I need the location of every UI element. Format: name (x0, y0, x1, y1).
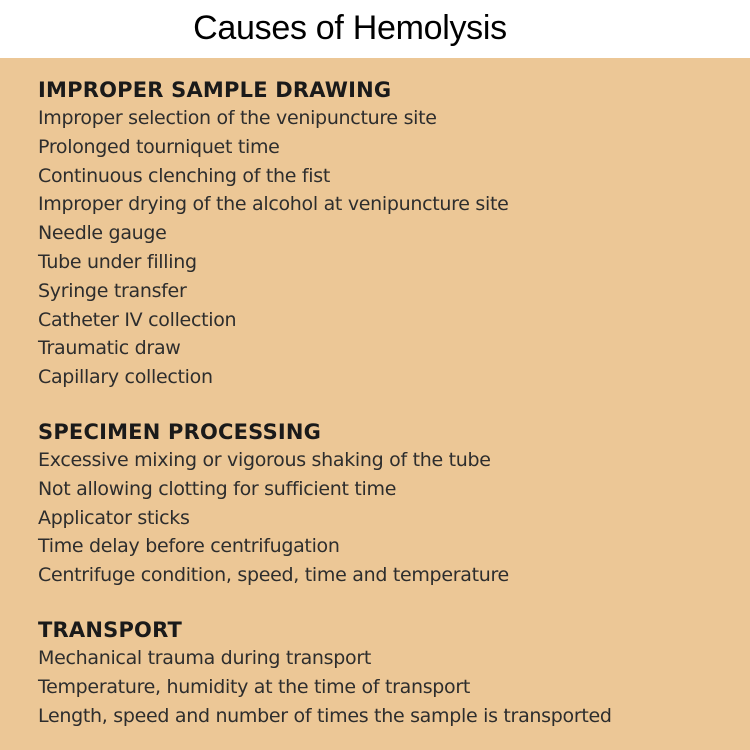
section-specimen-processing (38, 418, 738, 590)
section-heading: TRANSPORT (38, 617, 183, 642)
section-improper-sample-drawing (38, 76, 738, 392)
list-item: Mechanical trauma during transport (38, 646, 372, 669)
list-item: Catheter IV collection (38, 308, 237, 331)
section-heading: IMPROPER SAMPLE DRAWING (38, 78, 392, 102)
list-item: Tube under filling (38, 250, 197, 273)
list-item: Prolonged tourniquet time (38, 135, 280, 158)
cause-list (38, 104, 738, 392)
section-transport (38, 616, 738, 730)
cause-list (38, 644, 738, 730)
list-item: Centrifuge condition, speed, time and temperature (38, 564, 509, 587)
page-title: Causes of Hemolysis (193, 9, 507, 47)
list-item: Syringe transfer (38, 279, 187, 302)
title-band (0, 0, 750, 58)
list-item: Applicator sticks (38, 506, 190, 529)
section-heading: SPECIMEN PROCESSING (38, 419, 322, 444)
list-item: Improper drying of the alcohol at venipuncture site (38, 193, 509, 216)
list-item: Traumatic draw (38, 337, 181, 360)
list-item: Length, speed and number of times the sample is transported (38, 704, 612, 727)
list-item: Needle gauge (38, 222, 167, 245)
list-item: Excessive mixing or vigorous shaking of the tube (38, 448, 491, 471)
cause-list (38, 446, 738, 590)
list-item: Continuous clenching of the fist (38, 164, 331, 187)
list-item: Not allowing clotting for sufficient time (38, 477, 397, 500)
content-area (38, 76, 738, 730)
list-item: Improper selection of the venipuncture site (38, 107, 437, 129)
list-item: Time delay before centrifugation (38, 535, 340, 558)
list-item: Temperature, humidity at the time of transport (38, 675, 471, 698)
list-item: Capillary collection (38, 366, 213, 389)
